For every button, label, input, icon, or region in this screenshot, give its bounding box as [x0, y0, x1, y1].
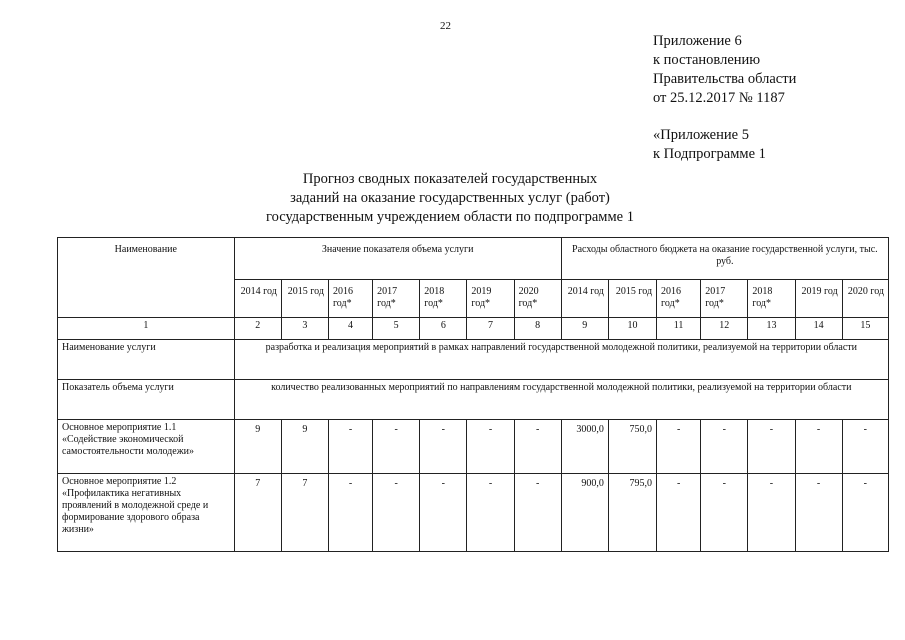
appendix-line: к постановлению: [653, 52, 761, 68]
year-header: 2019 год: [795, 280, 842, 318]
table-row: [58, 420, 889, 474]
column-number: 3: [281, 318, 328, 340]
year-header: 2016 год*: [657, 280, 701, 318]
forecast-table: [57, 237, 889, 552]
column-number: 8: [514, 318, 561, 340]
table-cell: -: [420, 420, 467, 474]
appendix-line: Приложение 6: [653, 33, 742, 49]
table-cell: -: [328, 420, 372, 474]
table-cell: -: [657, 420, 701, 474]
table-cell: -: [748, 420, 795, 474]
header-expenses: Расходы областного бюджета на оказание государственной услуги, тыс. руб.: [561, 238, 888, 280]
service-name-label: Наименование услуги: [58, 340, 235, 380]
table-cell: -: [657, 474, 701, 552]
table-cell: -: [514, 474, 561, 552]
activity-name: Основное мероприятие 1.2 «Профилактика негативных проявлений в молодежной среде и формирование здорового образа жизни»: [58, 474, 235, 552]
page-number: 22: [440, 20, 451, 32]
document-title: [195, 170, 705, 227]
year-header: 2016 год*: [328, 280, 372, 318]
table-cell: 9: [234, 420, 281, 474]
column-number: 6: [420, 318, 467, 340]
table-cell: 7: [234, 474, 281, 552]
table-cell: -: [842, 474, 888, 552]
title-line: государственным учреждением области по подпрограмме 1: [266, 209, 634, 225]
table-row: [58, 474, 889, 552]
appendix-reference: [653, 32, 796, 164]
year-header: 2015 год: [281, 280, 328, 318]
column-number: 2: [234, 318, 281, 340]
column-number: 15: [842, 318, 888, 340]
column-number: 9: [561, 318, 608, 340]
table-cell: -: [701, 474, 748, 552]
table-cell: -: [420, 474, 467, 552]
appendix-gap: [653, 108, 796, 126]
table-cell: -: [748, 474, 795, 552]
column-number: 10: [608, 318, 656, 340]
title-line: Прогноз сводных показателей государственных: [302, 171, 598, 187]
table-cell: 3000,0: [561, 420, 608, 474]
year-header: 2018 год*: [748, 280, 795, 318]
column-number: 12: [701, 318, 748, 340]
service-name-row: [58, 340, 889, 380]
year-header: 2015 год: [608, 280, 656, 318]
table-cell: -: [467, 474, 514, 552]
column-numbers-row: [58, 318, 889, 340]
year-header: 2020 год: [842, 280, 888, 318]
table-cell: 795,0: [608, 474, 656, 552]
year-header: 2014 год: [561, 280, 608, 318]
title-line: заданий на оказание государственных услуг (работ): [290, 190, 610, 206]
year-header: 2018 год*: [420, 280, 467, 318]
header-row: [58, 238, 889, 280]
appendix-line: Правительства области: [653, 71, 797, 87]
column-number: 11: [657, 318, 701, 340]
table-cell: -: [842, 420, 888, 474]
table-cell: -: [467, 420, 514, 474]
table-cell: 9: [281, 420, 328, 474]
column-number: 14: [795, 318, 842, 340]
service-name-value: разработка и реализация мероприятий в рамках направлений государственной молодежной политики, реализуемой на территории области: [234, 340, 888, 380]
header-volume: Значение показателя объема услуги: [234, 238, 561, 280]
table-cell: -: [795, 420, 842, 474]
column-number: 4: [328, 318, 372, 340]
volume-indicator-row: [58, 380, 889, 420]
year-header: 2017 год*: [373, 280, 420, 318]
table-cell: -: [701, 420, 748, 474]
table-cell: 900,0: [561, 474, 608, 552]
table-cell: -: [373, 474, 420, 552]
activity-name: Основное мероприятие 1.1 «Содействие экономической самостоятельности молодежи»: [58, 420, 235, 474]
appendix-line: от 25.12.2017 № 1187: [653, 90, 785, 106]
table-cell: -: [373, 420, 420, 474]
table-cell: 7: [281, 474, 328, 552]
column-number: 13: [748, 318, 795, 340]
appendix-line: к Подпрограмме 1: [653, 146, 766, 162]
column-number: 7: [467, 318, 514, 340]
volume-indicator-value: количество реализованных мероприятий по направлениям государственной молодежной политики, реализуемой на территории области: [234, 380, 888, 420]
table-cell: -: [795, 474, 842, 552]
column-number: 1: [58, 318, 235, 340]
year-header: 2014 год: [234, 280, 281, 318]
year-header: 2019 год*: [467, 280, 514, 318]
header-name: Наименование: [58, 238, 235, 318]
column-number: 5: [373, 318, 420, 340]
table-cell: -: [514, 420, 561, 474]
year-header: 2020 год*: [514, 280, 561, 318]
table-cell: -: [328, 474, 372, 552]
year-header: 2017 год*: [701, 280, 748, 318]
volume-indicator-label: Показатель объема услуги: [58, 380, 235, 420]
appendix-line: «Приложение 5: [653, 127, 749, 143]
table-cell: 750,0: [608, 420, 656, 474]
